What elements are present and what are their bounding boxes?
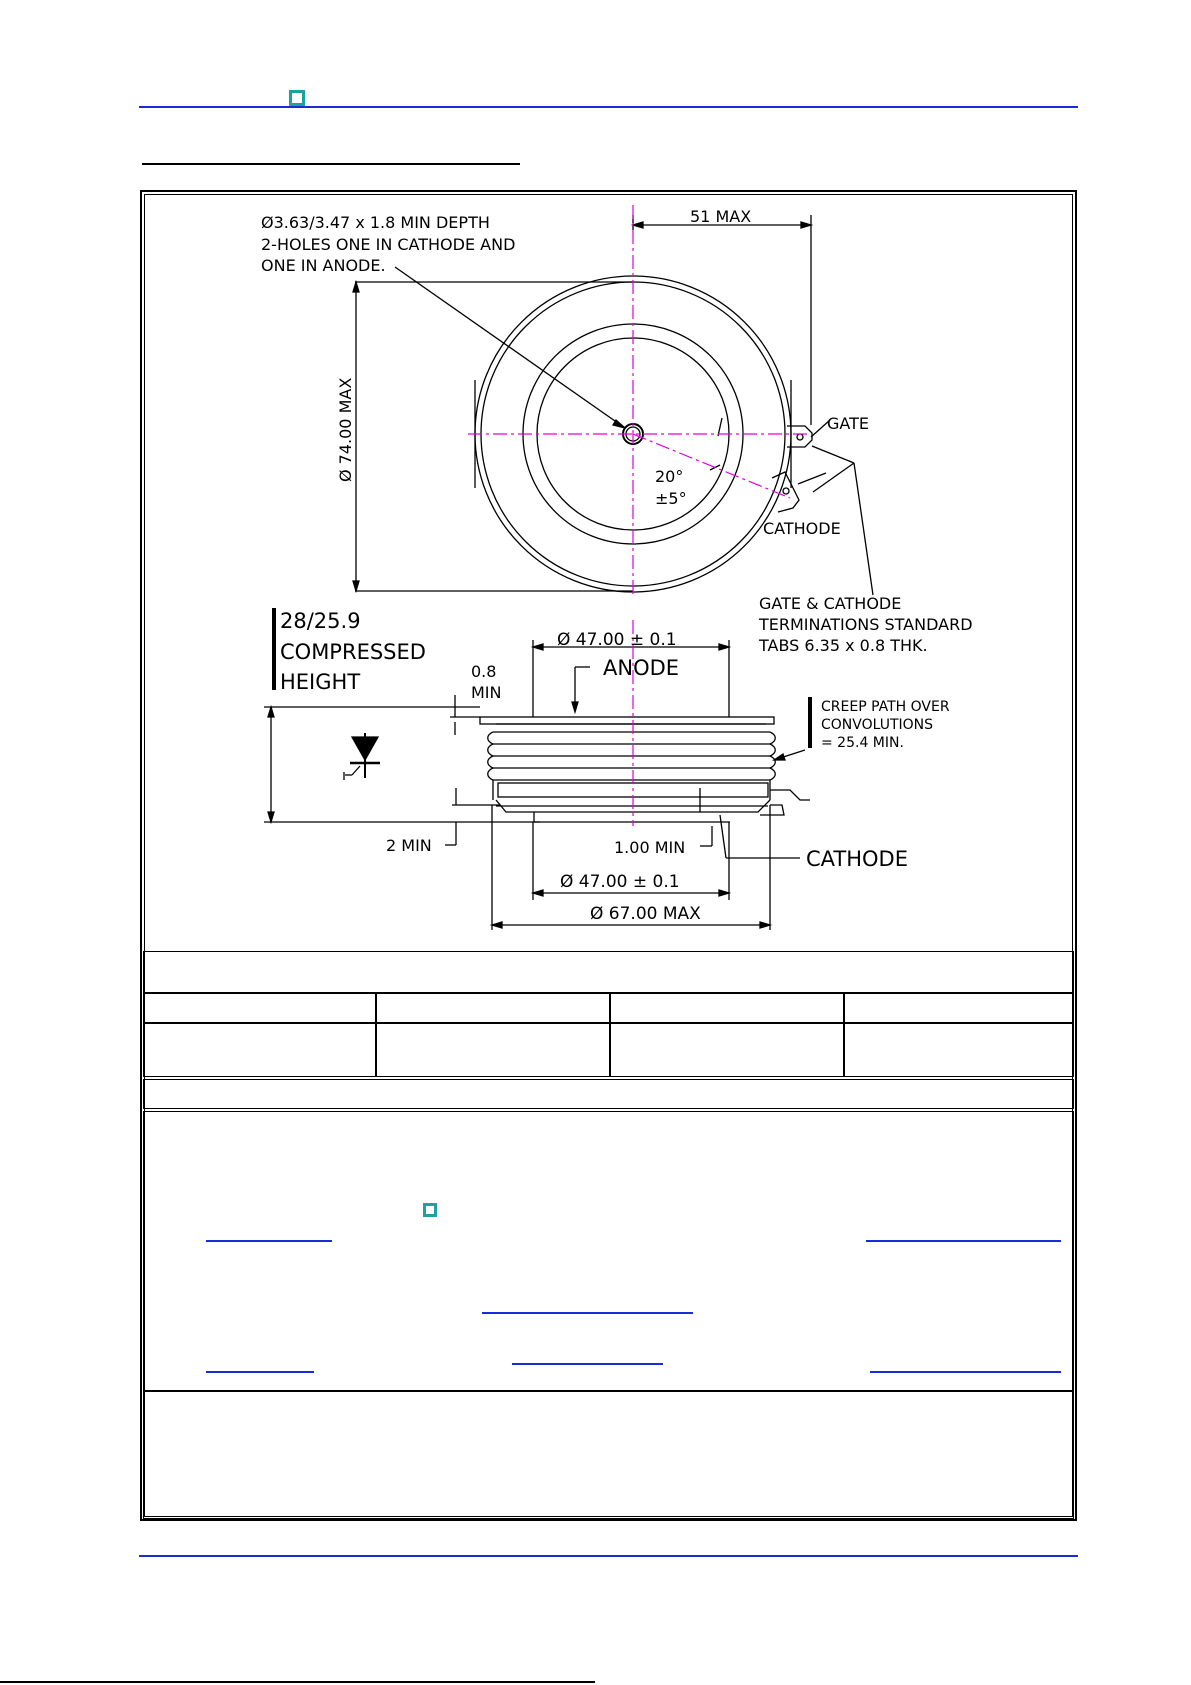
footer-rule	[139, 1555, 1078, 1557]
terminations-3: TABS 6.35 x 0.8 THK.	[759, 636, 928, 655]
logo-square-icon	[289, 90, 305, 106]
creep-2: CONVOLUTIONS	[821, 717, 934, 733]
link-underline-1[interactable]	[206, 1240, 332, 1242]
min08-1: 0.8	[471, 662, 497, 681]
dim-bottom-diameter: Ø 47.00 ± 0.1	[560, 872, 680, 892]
terminations-2: TERMINATIONS STANDARD	[759, 615, 973, 634]
anode-label: ANODE	[603, 656, 680, 680]
col-divider-2	[609, 993, 611, 1077]
dim-51-max: 51 MAX	[690, 207, 752, 226]
height-3: HEIGHT	[280, 670, 361, 694]
angle-20: 20°	[655, 467, 684, 486]
hole-note-3: ONE IN ANODE.	[261, 256, 386, 275]
contact-logo-icon	[423, 1203, 437, 1217]
creep-3: = 25.4 MIN.	[821, 735, 904, 751]
note-row	[143, 1079, 1074, 1109]
section-heading-underline	[142, 163, 520, 165]
dim-74-max: Ø 74.00 MAX	[336, 377, 355, 482]
angle-5: ±5°	[655, 489, 687, 508]
min08-2: MIN	[471, 683, 502, 702]
terminations-1: GATE & CATHODE	[759, 594, 902, 613]
anode-plate	[480, 717, 774, 724]
hole-note-1: Ø3.63/3.47 x 1.8 MIN DEPTH	[261, 213, 490, 232]
link-underline-4[interactable]	[512, 1363, 663, 1365]
dim-top-diameter: Ø 47.00 ± 0.1	[557, 630, 677, 650]
footer-page-rule	[0, 1681, 595, 1683]
height-1: 28/25.9	[280, 609, 361, 633]
link-underline-6[interactable]	[870, 1371, 1061, 1373]
creep-1: CREEP PATH OVER	[821, 699, 950, 715]
min1-label: 1.00 MIN	[614, 838, 686, 857]
disclaimer-box	[143, 1391, 1074, 1519]
cathode-top-label: CATHODE	[763, 519, 841, 538]
link-underline-5[interactable]	[206, 1371, 314, 1373]
dim-outer-diameter: Ø 67.00 MAX	[590, 904, 701, 924]
header-rule	[139, 106, 1078, 108]
link-underline-3[interactable]	[482, 1312, 693, 1314]
ordering-title-row	[143, 951, 1074, 993]
height-2: COMPRESSED	[280, 640, 426, 664]
min2-label: 2 MIN	[386, 836, 432, 855]
outline-drawing	[145, 195, 1072, 950]
col-divider-3	[843, 993, 845, 1077]
link-underline-2[interactable]	[866, 1240, 1061, 1242]
col-divider-1	[375, 993, 377, 1077]
cathode-side-label: CATHODE	[806, 847, 908, 871]
hole-note-2: 2-HOLES ONE IN CATHODE AND	[261, 235, 516, 254]
contact-box	[143, 1111, 1074, 1391]
gate-label: GATE	[827, 414, 869, 433]
